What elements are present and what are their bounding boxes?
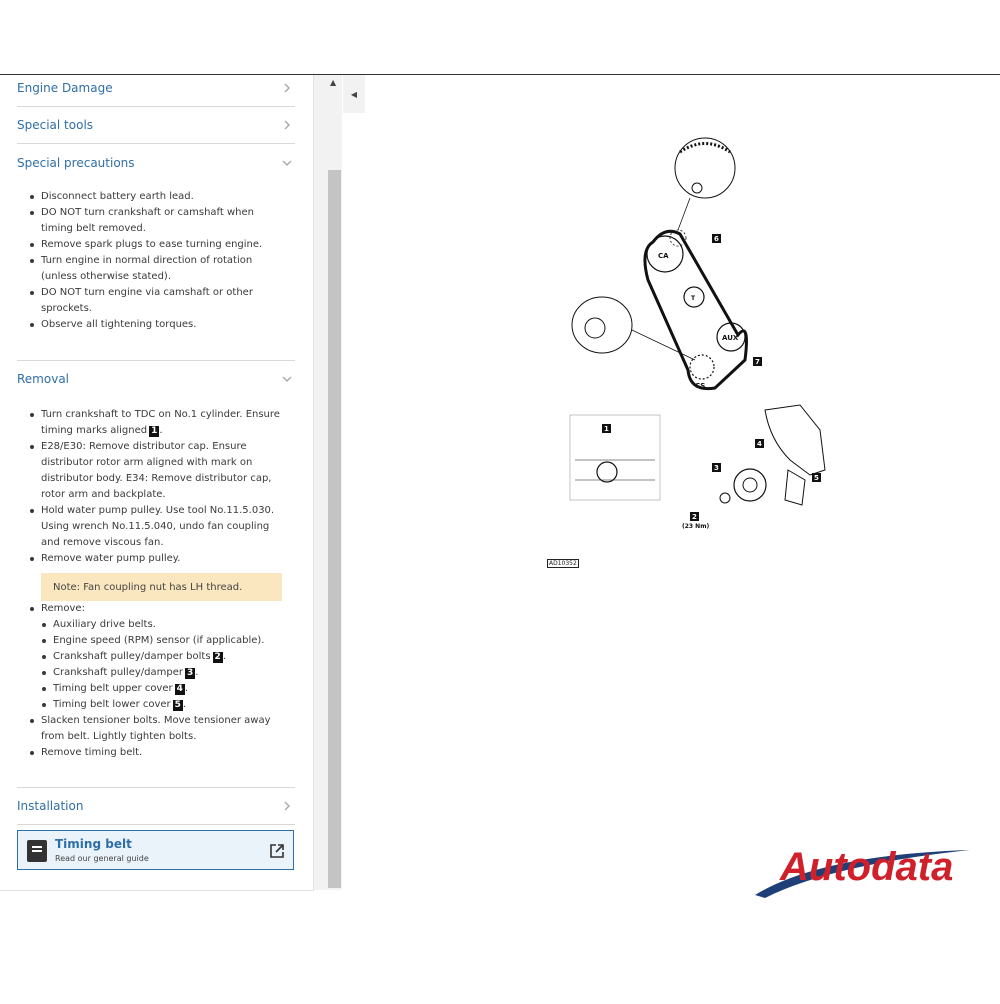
- list-item: Timing belt lower cover 5 .: [40, 697, 284, 713]
- callout-3: 3: [714, 464, 719, 472]
- collapse-panel-button[interactable]: [343, 75, 365, 113]
- callout-6: 6: [714, 235, 719, 243]
- callout-badge: 4: [176, 684, 183, 694]
- list-item: Auxiliary drive belts.: [40, 617, 284, 633]
- list-item: Remove spark plugs to ease turning engine.: [28, 237, 284, 253]
- callout-1: 1: [604, 425, 609, 433]
- general-guide-link[interactable]: [17, 830, 294, 870]
- list-item: Crankshaft pulley/damper bolts 2 .: [40, 649, 284, 665]
- section-engine-damage[interactable]: [17, 70, 295, 107]
- torque-label: (23 Nm): [682, 523, 710, 530]
- camshaft-label: CA: [658, 252, 669, 260]
- step-text: Crankshaft pulley/damper bolts: [53, 651, 211, 662]
- chevron-down-icon: [279, 371, 295, 387]
- removal-steps-a: [28, 407, 284, 567]
- list-item: Remove timing belt.: [28, 745, 284, 761]
- chevron-left-icon: ◀: [350, 89, 358, 99]
- callout-5: 5: [814, 474, 819, 482]
- section-title: Special precautions: [17, 156, 135, 170]
- chevron-down-icon: [279, 155, 295, 171]
- callout-badge: 3: [186, 668, 194, 678]
- callout-7: 7: [755, 358, 760, 366]
- section-title: Engine Damage: [17, 81, 113, 95]
- list-item: Slacken tensioner bolts. Move tensioner away from belt. Lightly tighten bolts.: [28, 713, 284, 745]
- list-item: Observe all tightening torques.: [28, 317, 284, 333]
- section-installation[interactable]: [17, 787, 295, 825]
- chevron-right-icon: [279, 80, 295, 96]
- guide-subtitle: Read our general guide: [55, 854, 149, 863]
- list-item: Timing belt upper cover 4 .: [40, 681, 284, 697]
- scrollbar-thumb[interactable]: [328, 170, 341, 888]
- list-item: Turn engine in normal direction of rotation (unless otherwise stated).: [28, 253, 284, 285]
- callout-badge: 1: [151, 426, 158, 436]
- list-item: Crankshaft pulley/damper 3 .: [40, 665, 284, 681]
- callout-badge: 2: [214, 652, 221, 662]
- note-box: Note: Fan coupling nut has LH thread.: [41, 573, 282, 601]
- section-special-precautions[interactable]: [17, 145, 295, 181]
- callout-badge: 5: [174, 700, 181, 710]
- autodata-logo: [730, 740, 1000, 1000]
- step-text: Timing belt lower cover: [53, 699, 171, 710]
- list-item: Remove water pump pulley.: [28, 551, 284, 567]
- guide-title: Timing belt: [55, 837, 132, 851]
- external-link-icon: [269, 843, 285, 859]
- scroll-up-arrow-icon[interactable]: ▲: [330, 78, 337, 87]
- section-special-tools[interactable]: [17, 107, 295, 144]
- callout-4: 4: [757, 440, 762, 448]
- section-title: Removal: [17, 372, 70, 386]
- step-text: Crankshaft pulley/damper: [53, 667, 183, 678]
- list-item: DO NOT turn engine via camshaft or other sprockets.: [28, 285, 284, 317]
- tensioner-label: T: [691, 295, 696, 302]
- list-item: Hold water pump pulley. Use tool No.11.5.030. Using wrench No.11.5.040, undo fan coupling and remove viscous fan.: [28, 503, 284, 551]
- removal-steps-b: [28, 601, 284, 761]
- section-title: Installation: [17, 799, 84, 813]
- procedure-panel: [0, 75, 314, 891]
- chevron-right-icon: [279, 798, 295, 814]
- crankshaft-label: CS: [695, 382, 706, 390]
- list-item: Disconnect battery earth lead.: [28, 189, 284, 205]
- aux-label: AUX: [722, 334, 739, 342]
- list-item: Remove:: [28, 601, 284, 617]
- callout-2: 2: [692, 513, 697, 521]
- precautions-list: [28, 189, 284, 333]
- section-removal[interactable]: [17, 360, 295, 397]
- book-icon: [27, 840, 47, 862]
- diagram-reference: AD10352: [549, 560, 577, 567]
- timing-belt-diagram: [540, 130, 860, 580]
- list-item: Turn crankshaft to TDC on No.1 cylinder. Ensure timing marks aligned 1 .: [28, 407, 284, 439]
- section-title: Special tools: [17, 118, 94, 132]
- logo-text: Autodata: [780, 845, 954, 889]
- list-item: E28/E30: Remove distributor cap. Ensure distributor rotor arm aligned with mark on distributor body. E34: Remove distributor cap, rotor arm and backplate.: [28, 439, 284, 503]
- step-text: Timing belt upper cover: [53, 683, 173, 694]
- list-item: Engine speed (RPM) sensor (if applicable).: [40, 633, 284, 649]
- step-text: Turn crankshaft to TDC on No.1 cylinder. Ensure timing marks aligned: [41, 409, 280, 436]
- chevron-right-icon: [279, 117, 295, 133]
- list-item: DO NOT turn crankshaft or camshaft when timing belt removed.: [28, 205, 284, 237]
